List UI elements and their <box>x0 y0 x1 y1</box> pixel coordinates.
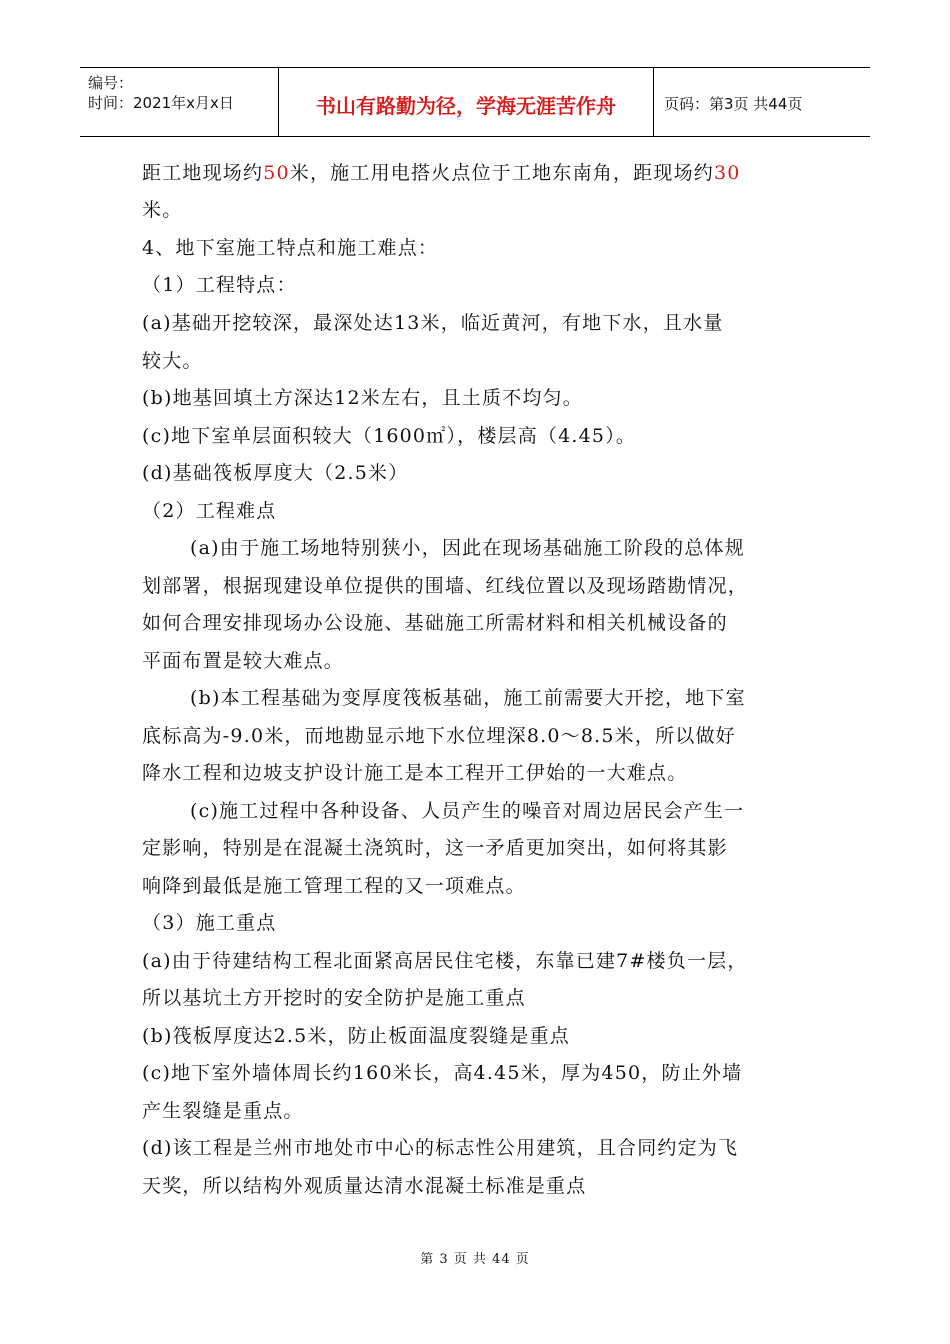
body-line-6: 较大。 <box>142 350 203 372</box>
body-line-25: (c)地下室外墙体周长约160米长，高4.45米，厚为450，防止外墙 <box>142 1062 743 1084</box>
body-line-27: (d)该工程是兰州市地处市中心的标志性公用建筑，且合同约定为飞 <box>142 1137 739 1159</box>
body-line-24: (b)筏板厚度达2.5米，防止板面温度裂缝是重点 <box>142 1025 571 1047</box>
header-motto-cell <box>279 68 654 136</box>
body-line-14: 平面布置是较大难点。 <box>142 650 345 672</box>
header-motto: 书山有路勤为径，学海无涯苦作舟 <box>316 94 616 118</box>
subsection-heading-difficulties: （2）工程难点 <box>142 500 277 522</box>
body-line-11: (a)由于施工场地特别狭小，因此在现场基础施工阶段的总体规 <box>190 537 745 559</box>
body-line-12: 划部署，根据现建设单位提供的围墙、红线位置以及现场踏勘情况， <box>142 575 749 597</box>
page-header <box>80 67 870 137</box>
distance-value-30: 30 <box>713 162 741 184</box>
body-line-8: (c)地下室单层面积较大（1600㎡），楼层高（4.45）。 <box>142 425 637 447</box>
header-page-info: 页码：第3页 共44页 <box>664 95 803 113</box>
subsection-heading-features: （1）工程特点： <box>142 274 297 296</box>
section-heading: 4、地下室施工特点和施工难点： <box>142 237 439 259</box>
header-page-cell <box>654 68 870 136</box>
subsection-heading-key-points: （3）施工重点 <box>142 912 277 934</box>
body-line-5: (a)基础开挖较深，最深处达13米，临近黄河，有地下水，且水量 <box>142 312 724 334</box>
body-line-20: 响降到最低是施工管理工程的又一项难点。 <box>142 875 526 897</box>
body-line-23: 所以基坑土方开挖时的安全防护是施工重点 <box>142 987 526 1009</box>
body-line-28: 天奖，所以结构外观质量达清水混凝土标准是重点 <box>142 1175 587 1197</box>
document-date-label: 时间：2021年x月x日 <box>88 94 234 112</box>
body-line-7: (b)地基回填土方深达12米左右，且土质不均匀。 <box>142 387 583 409</box>
body-line-9: (d)基础筏板厚度大（2.5米） <box>142 462 409 484</box>
body-line-19: 定影响，特别是在混凝土浇筑时，这一矛盾更加突出，如何将其影 <box>142 837 728 859</box>
body-line-22: (a)由于待建结构工程北面紧高居民住宅楼，东靠已建7#楼负一层， <box>142 950 748 972</box>
body-line-18: (c)施工过程中各种设备、人员产生的噪音对周边居民会产生一 <box>190 800 745 822</box>
body-line-17: 降水工程和边坡支护设计施工是本工程开工伊始的一大难点。 <box>142 762 688 784</box>
document-number-label: 编号： <box>88 74 134 92</box>
body-line-1: 距工地现场约50米，施工用电搭火点位于工地东南角，距现场约30 <box>142 162 741 184</box>
body-line-16: 底标高为-9.0米，而地勘显示地下水位埋深8.0～8.5米，所以做好 <box>142 725 736 747</box>
body-line-2: 米。 <box>142 199 183 221</box>
distance-value-50: 50 <box>263 162 290 184</box>
header-meta-cell <box>80 68 279 136</box>
page-footer: 第 3 页 共 44 页 <box>420 1252 530 1267</box>
body-line-13: 如何合理安排现场办公设施、基础施工所需材料和相关机械设备的 <box>142 612 728 634</box>
body-line-26: 产生裂缝是重点。 <box>142 1100 304 1122</box>
body-line-15: (b)本工程基础为变厚度筏板基础，施工前需要大开挖，地下室 <box>190 687 746 709</box>
